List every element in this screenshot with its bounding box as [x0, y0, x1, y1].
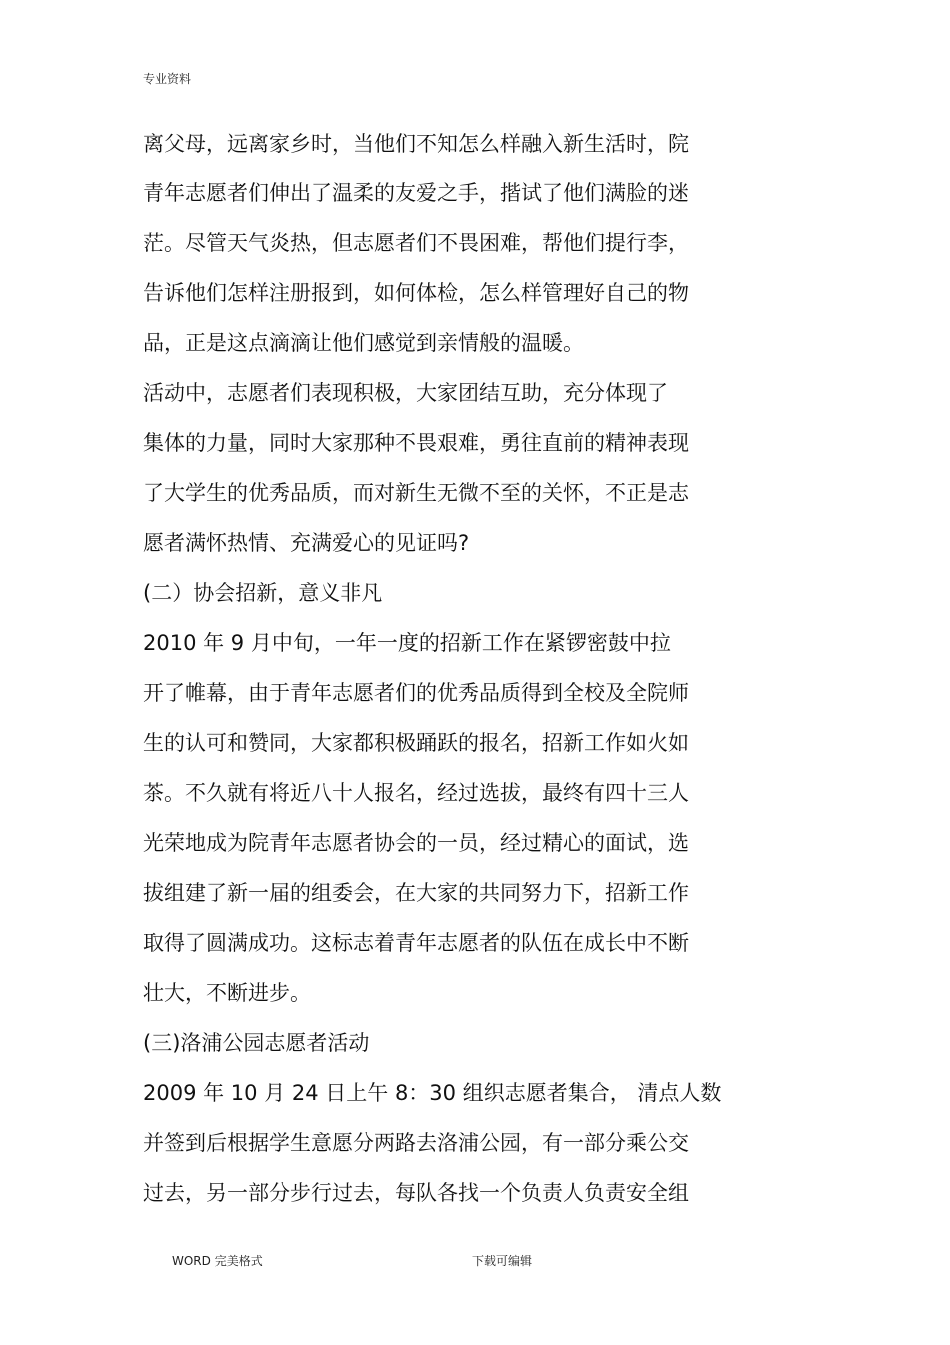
- body-line-7: 集体的力量，同时大家那种不畏艰难，勇往直前的精神表现: [143, 431, 689, 455]
- body-line-11: 2010 年 9 月中旬，一年一度的招新工作在紧锣密鼓中拉: [143, 631, 671, 655]
- body-line-13: 生的认可和赞同，大家都积极踊跃的报名，招新工作如火如: [143, 731, 689, 755]
- footer-left-label: WORD 完美格式: [172, 1254, 263, 1268]
- body-line-14: 茶。不久就有将近八十人报名，经过选拔，最终有四十三人: [143, 781, 689, 805]
- body-line-17: 取得了圆满成功。这标志着青年志愿者的队伍在成长中不断: [143, 931, 689, 955]
- body-line-18: 壮大，不断进步。: [143, 981, 311, 1005]
- body-line-22: 过去，另一部分步行过去，每队各找一个负责人负责安全组: [143, 1181, 689, 1205]
- body-line-2: 青年志愿者们伸出了温柔的友爱之手，揩试了他们满脸的迷: [143, 181, 689, 205]
- section-heading-3: (三)洛浦公园志愿者活动: [143, 1031, 370, 1055]
- body-line-15: 光荣地成为院青年志愿者协会的一员，经过精心的面试，选: [143, 831, 689, 855]
- body-line-20: 2009 年 10 月 24 日上午 8：30 组织志愿者集合， 清点人数: [143, 1081, 722, 1105]
- body-line-1: 离父母，远离家乡时，当他们不知怎么样融入新生活时，院: [143, 132, 689, 156]
- body-line-8: 了大学生的优秀品质，而对新生无微不至的关怀，不正是志: [143, 481, 689, 505]
- body-line-6: 活动中，志愿者们表现积极，大家团结互助，充分体现了: [143, 381, 668, 405]
- body-line-16: 拔组建了新一届的组委会，在大家的共同努力下，招新工作: [143, 881, 689, 905]
- body-line-4: 告诉他们怎样注册报到，如何体检，怎么样管理好自己的物: [143, 281, 689, 305]
- body-line-12: 开了帷幕，由于青年志愿者们的优秀品质得到全校及全院师: [143, 681, 689, 705]
- body-line-5: 品，正是这点滴滴让他们感觉到亲情般的温暖。: [143, 331, 584, 355]
- body-line-9: 愿者满怀热情、充满爱心的见证吗?: [143, 531, 470, 555]
- page-header: 专业资料: [143, 72, 192, 86]
- body-line-21: 并签到后根据学生意愿分两路去洛浦公园，有一部分乘公交: [143, 1131, 689, 1155]
- footer-right-label: 下载可编辑: [472, 1254, 533, 1268]
- body-line-3: 茫。尽管天气炎热，但志愿者们不畏困难，帮他们提行李，: [143, 231, 689, 255]
- section-heading-2: (二）协会招新，意义非凡: [143, 581, 383, 605]
